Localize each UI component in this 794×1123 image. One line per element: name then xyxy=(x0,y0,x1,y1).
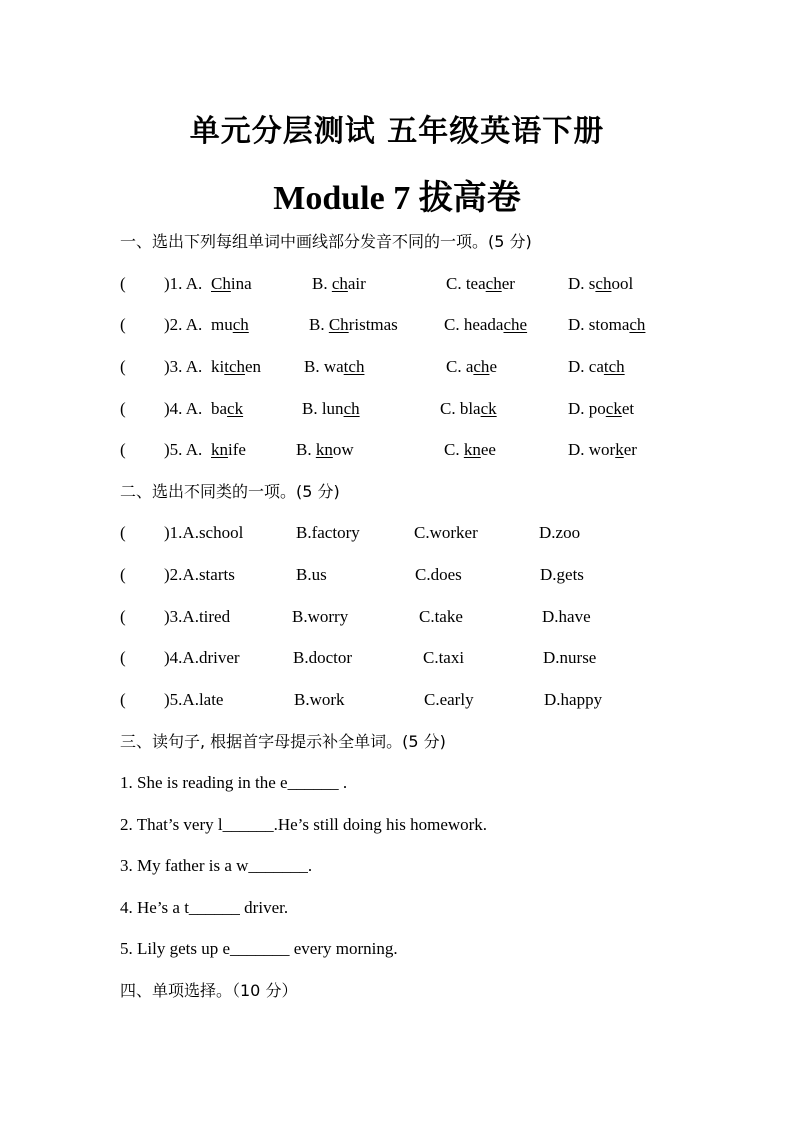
option-b: B.us xyxy=(296,565,327,584)
section4-heading: 四、单项选择。（10 分） xyxy=(120,981,298,1000)
page-subtitle: Module 7 拔高卷 xyxy=(273,180,521,217)
option-c: C. black xyxy=(440,399,497,418)
option-a: knife xyxy=(211,440,246,459)
option-c: C.worker xyxy=(414,523,478,542)
option-b: B.work xyxy=(294,690,345,709)
s3-sentence-5: 5. Lily gets up e_______ every morning. xyxy=(120,939,398,958)
page-title: 单元分层测试 五年级英语下册 xyxy=(189,114,605,149)
option-d: D. catch xyxy=(568,357,625,376)
option-b: B. Christmas xyxy=(309,315,398,334)
option-b: B. lunch xyxy=(302,399,360,418)
option-a: back xyxy=(211,399,244,418)
s3-sentence-2: 2. That’s very l______.He’s still doing his homework. xyxy=(120,815,488,834)
option-a: much xyxy=(211,315,249,334)
s3-sentence-3: 3. My father is a w_______. xyxy=(120,856,313,875)
option-b: B.worry xyxy=(292,607,349,626)
option-d: D. worker xyxy=(568,440,637,459)
option-c: C. teacher xyxy=(446,274,515,293)
answer-paren: ( xyxy=(120,315,126,334)
option-a: kitchen xyxy=(211,357,262,376)
question-number: )4. A. xyxy=(164,399,203,418)
option-b: B. watch xyxy=(304,357,365,376)
answer-paren: ( xyxy=(120,357,126,376)
question-number-option-a: )1.A.school xyxy=(164,523,244,542)
section2-heading: 二、选出不同类的一项。(5 分) xyxy=(120,482,340,501)
option-d: D.zoo xyxy=(539,523,581,542)
section3-heading: 三、读句子, 根据首字母提示补全单词。(5 分) xyxy=(120,732,446,751)
question-number-option-a: )2.A.starts xyxy=(164,565,235,584)
answer-paren: ( xyxy=(120,690,126,709)
option-b: B.doctor xyxy=(293,648,353,667)
question-number-option-a: )3.A.tired xyxy=(164,607,231,626)
option-b: B. chair xyxy=(312,274,366,293)
question-number-option-a: )5.A.late xyxy=(164,690,224,709)
option-d: D.nurse xyxy=(543,648,597,667)
option-c: C.early xyxy=(424,690,474,709)
s3-sentence-4: 4. He’s a t______ driver. xyxy=(120,898,289,917)
answer-paren: ( xyxy=(120,399,126,418)
answer-paren: ( xyxy=(120,648,126,667)
option-c: C.take xyxy=(419,607,463,626)
answer-paren: ( xyxy=(120,607,126,626)
answer-paren: ( xyxy=(120,523,126,542)
answer-paren: ( xyxy=(120,440,126,459)
option-d: D.have xyxy=(542,607,591,626)
option-c: C. ache xyxy=(446,357,497,376)
option-d: D. stomach xyxy=(568,315,646,334)
option-b: B. know xyxy=(296,440,354,459)
option-b: B.factory xyxy=(296,523,360,542)
option-c: C. knee xyxy=(444,440,496,459)
option-c: C.taxi xyxy=(423,648,465,667)
answer-paren: ( xyxy=(120,565,126,584)
option-d: D. school xyxy=(568,274,634,293)
section1-heading: 一、选出下列每组单词中画线部分发音不同的一项。(5 分) xyxy=(120,232,532,251)
question-number: )2. A. xyxy=(164,315,203,334)
answer-paren: ( xyxy=(120,274,126,293)
option-c: C. headаche xyxy=(444,315,528,334)
question-number: )1. A. xyxy=(164,274,203,293)
option-a: China xyxy=(211,274,252,293)
s3-sentence-1: 1. She is reading in the e______ . xyxy=(120,773,348,792)
question-number: )3. A. xyxy=(164,357,203,376)
option-d: D.gets xyxy=(540,565,584,584)
question-number: )5. A. xyxy=(164,440,203,459)
question-number-option-a: )4.A.driver xyxy=(164,648,240,667)
option-d: D. pocket xyxy=(568,399,635,418)
option-d: D.happy xyxy=(544,690,603,709)
option-c: C.does xyxy=(415,565,462,584)
